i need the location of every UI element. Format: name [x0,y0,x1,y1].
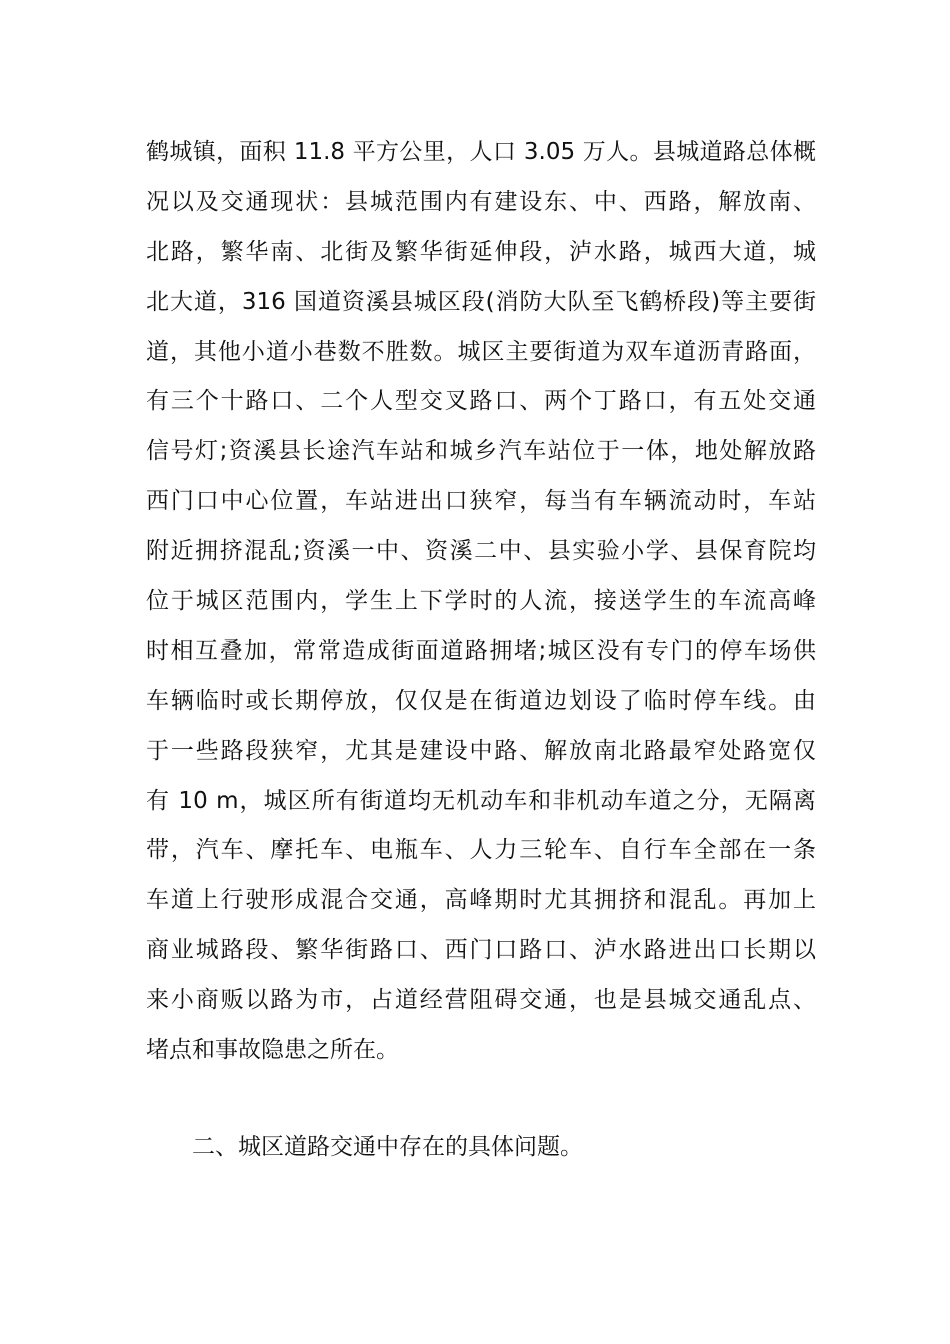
paragraph-line: 位于城区范围内，学生上下学时的人流，接送学生的车流高峰 [146,588,816,615]
section-heading: 二、城区道路交通中存在的具体问题。 [192,1134,583,1160]
paragraph-line: 堵点和事故隐患之所在。 [146,1037,399,1064]
paragraph-line: 信号灯;资溪县长途汽车站和城乡汽车站位于一体，地处解放路 [146,438,816,465]
paragraph-line: 有三个十路口、二个人型交叉路口、两个丁路口，有五处交通 [146,388,816,415]
paragraph-line: 有 10 m，城区所有街道均无机动车和非机动车道之分，无隔离 [146,787,816,814]
paragraph-line: 北路，繁华南、北街及繁华街延伸段，泸水路，城西大道，城 [146,238,816,265]
paragraph-line: 附近拥挤混乱;资溪一中、资溪二中、县实验小学、县保育院均 [146,538,816,565]
paragraph-line: 况以及交通现状：县城范围内有建设东、中、西路，解放南、 [146,188,816,215]
paragraph-line: 车道上行驶形成混合交通，高峰期时尤其拥挤和混乱。再加上 [146,887,816,914]
paragraph-line: 时相互叠加，常常造成街面道路拥堵;城区没有专门的停车场供 [146,637,816,664]
paragraph-line: 商业城路段、繁华街路口、西门口路口、泸水路进出口长期以 [146,937,816,964]
paragraph-line: 带，汽车、摩托车、电瓶车、人力三轮车、自行车全部在一条 [146,837,816,864]
body-paragraph [146,128,816,1076]
paragraph-line: 鹤城镇，面积 11.8 平方公里，人口 3.05 万人。县城道路总体概 [146,139,816,165]
paragraph-line: 于一些路段狭窄，尤其是建设中路、解放南北路最窄处路宽仅 [146,737,816,764]
paragraph-line: 西门口中心位置，车站进出口狭窄，每当有车辆流动时，车站 [146,488,816,515]
paragraph-line: 北大道，316 国道资溪县城区段(消防大队至飞鹤桥段)等主要街 [146,288,816,315]
paragraph-line: 来小商贩以路为市，占道经营阻碍交通，也是县城交通乱点、 [146,987,816,1014]
paragraph-line: 车辆临时或长期停放，仅仅是在街道边划设了临时停车线。由 [146,687,816,714]
paragraph-line: 道，其他小道小巷数不胜数。城区主要街道为双车道沥青路面， [146,338,816,365]
